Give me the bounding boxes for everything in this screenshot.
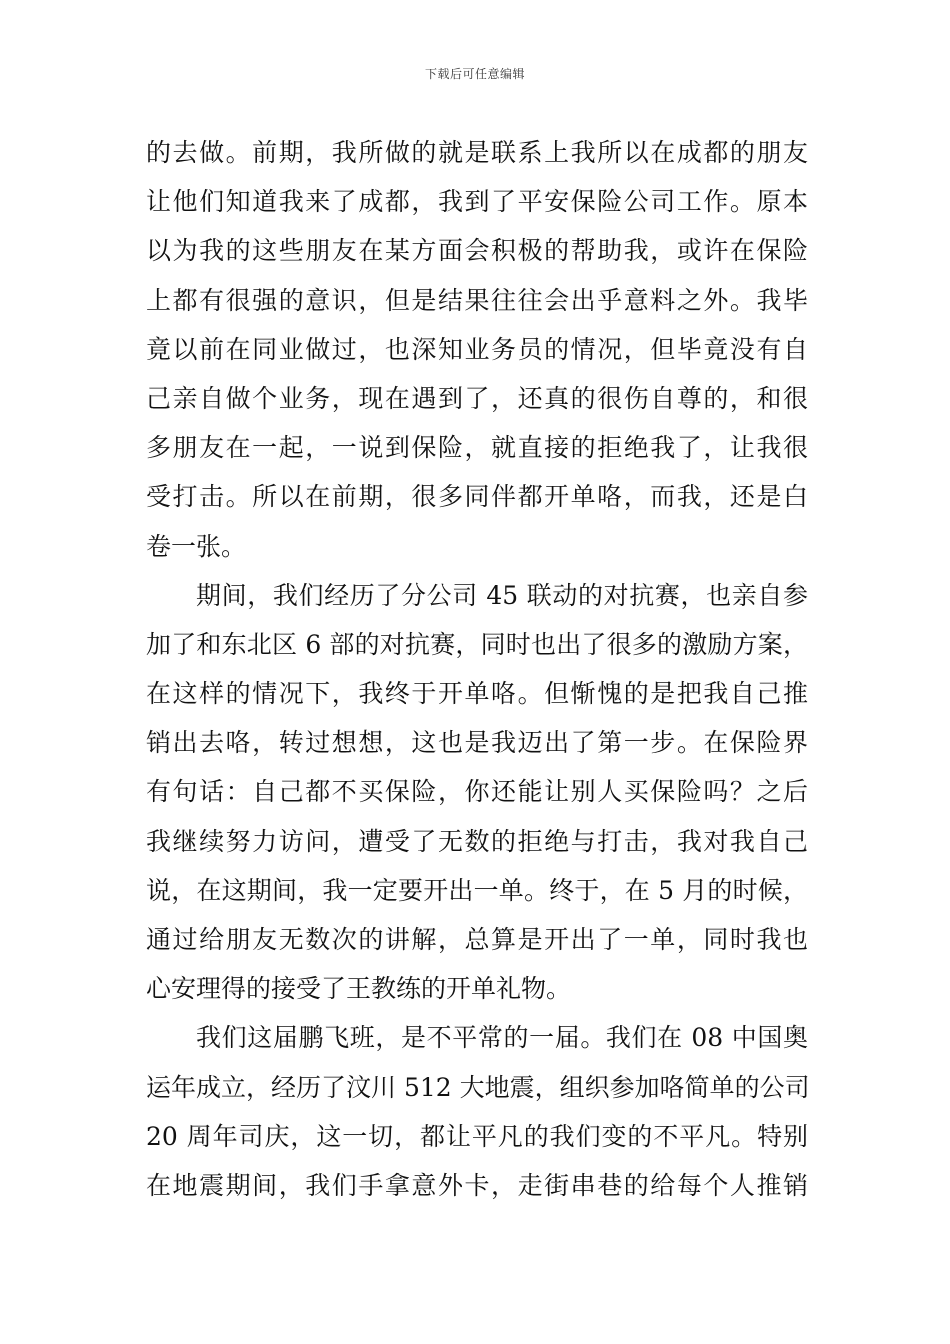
page-header: 下载后可任意编辑 <box>424 67 525 81</box>
paragraph <box>146 571 808 1014</box>
text-line: 以为我的这些朋友在某方面会积极的帮助我，或许在保险 <box>146 236 808 266</box>
text-line: 我们这届鹏飞班，是不平常的一届。我们在 08 中国奥 <box>196 1023 808 1053</box>
text-line: 加了和东北区 6 部的对抗赛，同时也出了很多的激励方案， <box>146 629 808 659</box>
paragraph <box>146 1013 808 1210</box>
text-line: 卷一张。 <box>146 531 247 561</box>
text-line: 己亲自做个业务，现在遇到了，还真的很伤自尊的，和很 <box>146 383 808 413</box>
text-line: 在地震期间，我们手拿意外卡，走街串巷的给每个人推销 <box>146 1170 808 1200</box>
text-line: 让他们知道我来了成都，我到了平安保险公司工作。原本 <box>146 187 808 217</box>
text-line: 上都有很强的意识，但是结果往往会出乎意料之外。我毕 <box>146 285 808 315</box>
text-line: 的去做。前期，我所做的就是联系上我所以在成都的朋友 <box>146 138 808 167</box>
text-line: 说，在这期间，我一定要开出一单。终于，在 5 月的时候， <box>146 875 808 905</box>
text-line: 竟以前在同业做过，也深知业务员的情况，但毕竟没有自 <box>146 334 808 364</box>
text-line: 受打击。所以在前期，很多同伴都开单咯，而我，还是白 <box>146 482 808 512</box>
text-line: 有句话：自己都不买保险，你还能让别人买保险吗？之后 <box>146 777 808 807</box>
text-line: 20 周年司庆，这一切，都让平凡的我们变的不平凡。特别 <box>146 1121 808 1151</box>
paragraph <box>146 128 808 571</box>
text-line: 在这样的情况下，我终于开单咯。但惭愧的是把我自己推 <box>146 679 808 709</box>
text-line: 多朋友在一起，一说到保险，就直接的拒绝我了，让我很 <box>146 433 808 463</box>
text-line: 期间，我们经历了分公司 45 联动的对抗赛，也亲自参 <box>196 580 808 610</box>
text-line: 运年成立，经历了汶川 512 大地震，组织参加咯简单的公司 <box>146 1072 810 1102</box>
text-line: 销出去咯，转过想想，这也是我迈出了第一步。在保险界 <box>146 728 808 758</box>
text-line: 我继续努力访问，遭受了无数的拒绝与打击，我对我自己 <box>146 826 808 856</box>
document-body <box>146 128 808 1210</box>
text-line: 心安理得的接受了王教练的开单礼物。 <box>146 974 572 1004</box>
text-line: 通过给朋友无数次的讲解，总算是开出了一单，同时我也 <box>146 925 808 954</box>
